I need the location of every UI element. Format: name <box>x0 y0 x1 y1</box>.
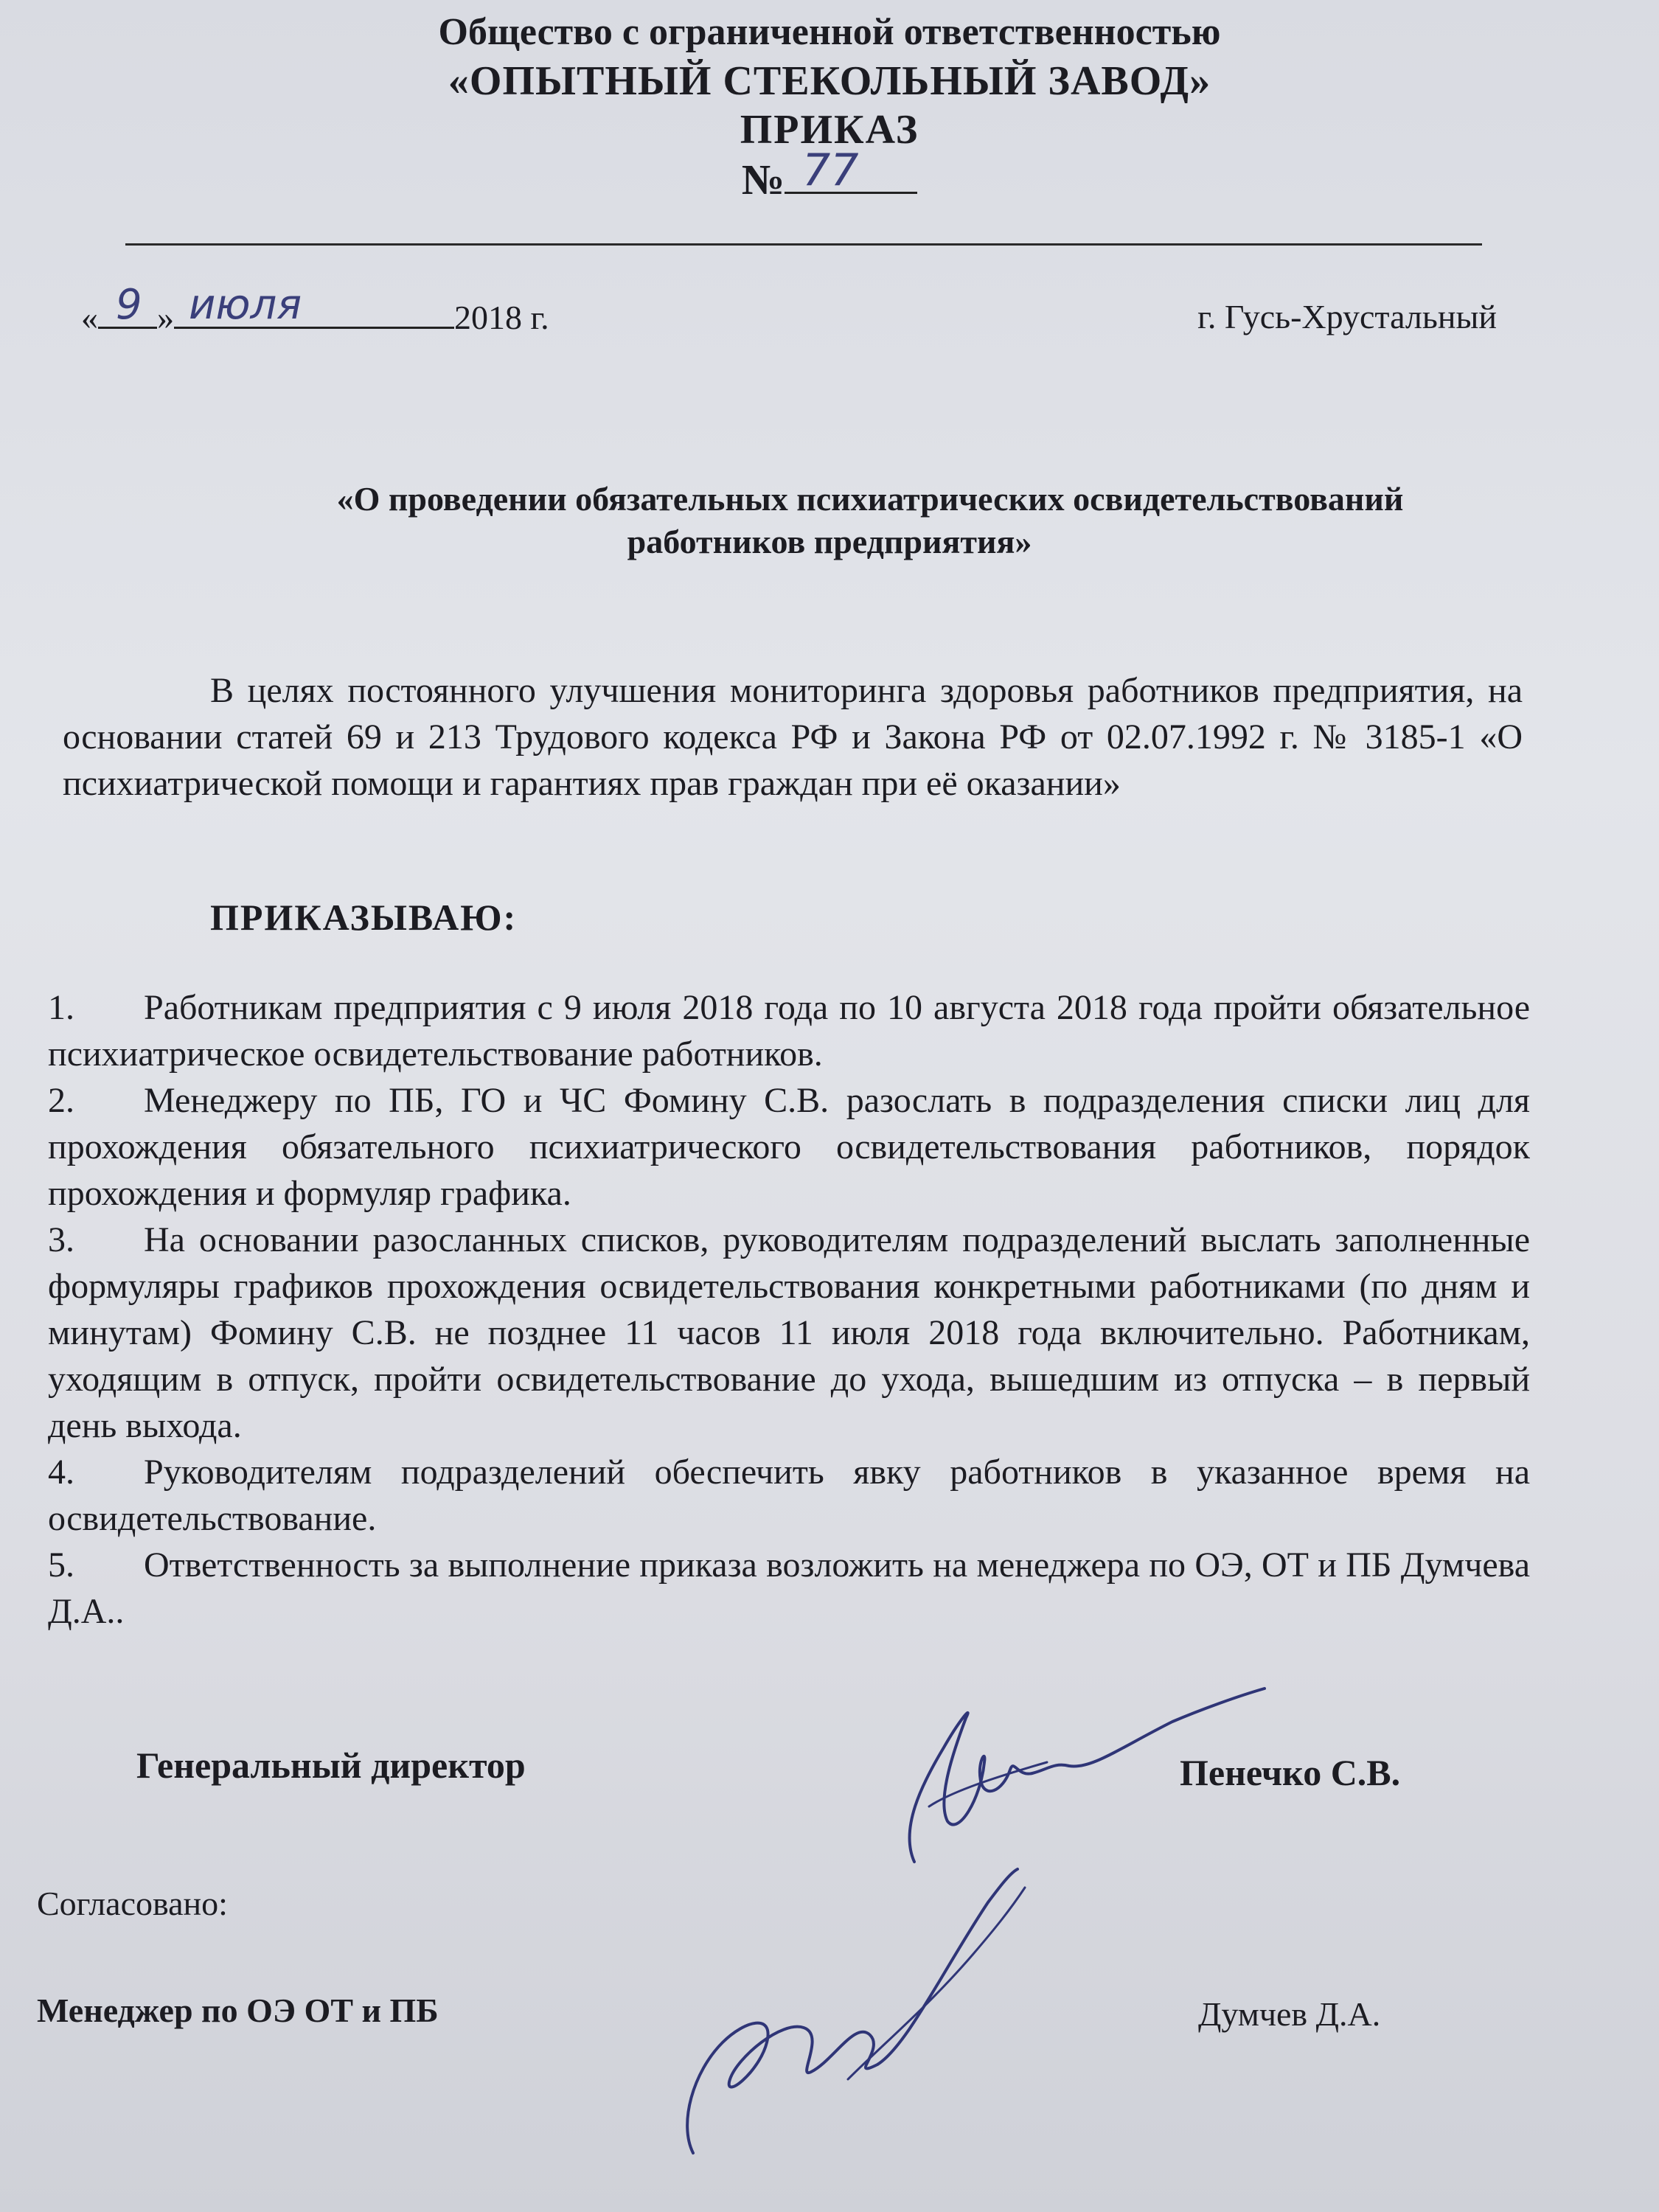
factory-name: «ОПЫТНЫЙ СТЕКОЛЬНЫЙ ЗАВОД» <box>448 58 1211 104</box>
city: г. Гусь-Хрустальный <box>1197 298 1497 335</box>
manager-title: Менеджер по ОЭ ОТ и ПБ <box>37 1992 439 2029</box>
item-text: Работникам предприятия с 9 июля 2018 года по 10 августа 2018 года пройти обязательное психиатрическое освидетельствование работников. <box>48 988 1530 1074</box>
preamble: В целях постоянного улучшения мониторинга здоровья работников предприятия, на основании статей 69 и 213 Трудового кодекса РФ и Закона РФ от 02.07.1992 г. № 3185-1 «О психиатрической помощи и гарантиях прав граждан при её оказании» <box>63 671 1523 803</box>
order-item <box>48 984 1530 1077</box>
order-title-line-1: «О проведении обязательных психиатрических освидетельствований <box>336 480 1404 518</box>
order-item <box>48 1077 1530 1217</box>
item-text: На основании разосланных списков, руководителям подразделений выслать заполненные формуляры графиков прохождения освидетельствования конкретными работниками (по дням и минутам) Фомину С.В. не позднее 11 часов 11 июля 2018 года включительно. Работникам, уходящим в отпуск, пройти освидетельствование до ухода, вышедшим из отпуска – в первый день выхода. <box>48 1220 1530 1445</box>
date-month: июля <box>189 281 302 329</box>
header-divider <box>125 243 1482 246</box>
order-item <box>48 1217 1530 1449</box>
document-type: ПРИКАЗ <box>740 107 919 153</box>
order-number: 77 <box>802 145 859 196</box>
item-text: Менеджеру по ПБ, ГО и ЧС Фомину С.В. разослать в подразделения списки лиц для прохождения обязательного психиатрического освидетельствования работников, порядок прохождения и формуляр графика. <box>48 1081 1530 1213</box>
item-number: 1. <box>48 988 74 1027</box>
director-title: Генеральный директор <box>136 1745 526 1786</box>
director-name: Пенечко С.В. <box>1180 1752 1401 1793</box>
order-item <box>48 1542 1530 1635</box>
number-prefix: № <box>741 156 785 204</box>
agreed-label: Согласовано: <box>37 1885 228 1922</box>
item-text: Ответственность за выполнение приказа возложить на менеджера по ОЭ, ОТ и ПБ Думчева Д.А.. <box>48 1545 1530 1631</box>
order-items <box>48 984 1530 1635</box>
item-text: Руководителям подразделений обеспечить явку работников в указанное время на освидетельствование. <box>48 1453 1530 1538</box>
day-blank <box>98 281 157 329</box>
close-quote: » <box>157 299 174 336</box>
date-line <box>81 281 549 337</box>
item-number: 5. <box>48 1545 74 1585</box>
number-blank <box>785 145 917 196</box>
order-item <box>48 1449 1530 1542</box>
date-year: 2018 г. <box>454 299 549 336</box>
item-number: 3. <box>48 1220 74 1259</box>
date-day: 9 <box>116 281 142 329</box>
month-blank <box>174 281 454 329</box>
item-number: 4. <box>48 1453 74 1492</box>
manager-name: Думчев Д.А. <box>1198 1995 1381 2033</box>
org-name: Общество с ограниченной ответственностью <box>438 11 1221 53</box>
item-number: 2. <box>48 1081 74 1120</box>
manager-signature <box>664 1858 1121 2168</box>
open-quote: « <box>81 299 98 336</box>
order-word: ПРИКАЗЫВАЮ: <box>210 897 518 938</box>
order-title-line-2: работников предприятия» <box>627 523 1032 560</box>
order-number-line <box>0 145 1659 204</box>
